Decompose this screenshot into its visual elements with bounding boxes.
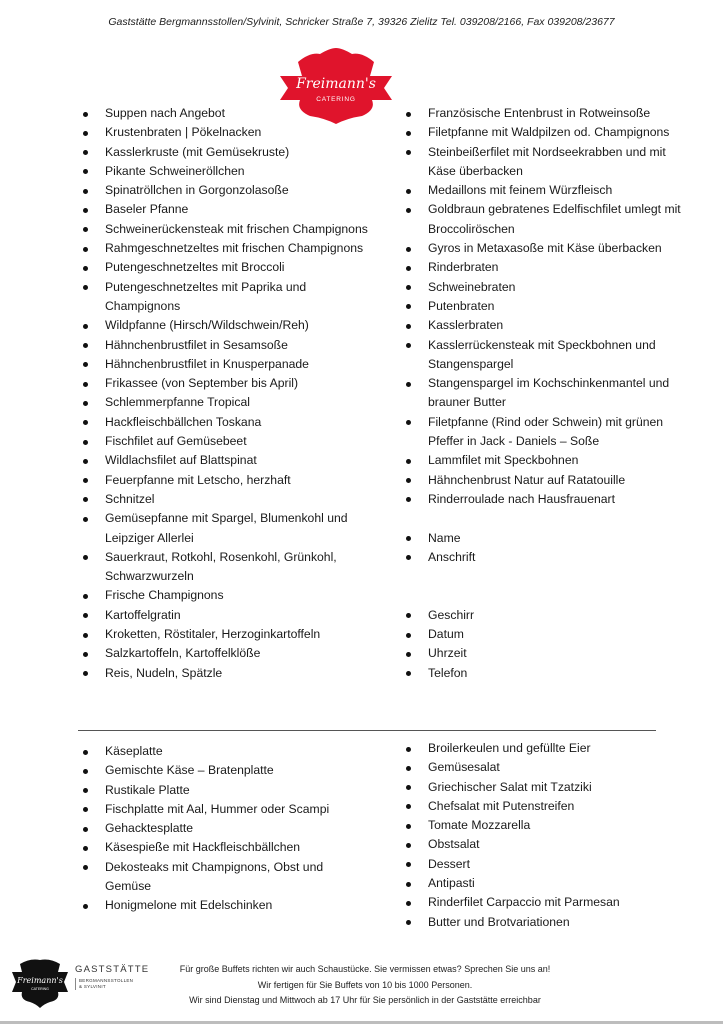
list-item: Rustikale Platte (80, 781, 370, 800)
list-item: Rinderfilet Carpaccio mit Parmesan (403, 893, 693, 912)
list-item: Medaillons mit feinem Würzfleisch (403, 181, 693, 200)
footer-line-1: Für große Buffets richten wir auch Schaustücke. Sie vermissen etwas? Sprechen Sie uns an! (179, 964, 551, 974)
list-item: Honigmelone mit Edelschinken (80, 896, 370, 915)
list-item: Kasslerrückensteak mit Speckbohnen und Stangenspargel (403, 336, 693, 375)
list-item: Schweinerückensteak mit frischen Champignons (80, 220, 370, 239)
list-item: Frische Champignons (80, 586, 370, 605)
order-field-item: Datum (403, 625, 693, 644)
list-item: Antipasti (403, 874, 693, 893)
section-divider (78, 730, 656, 731)
footer-brand (75, 964, 149, 990)
list-item: Lammfilet mit Speckbohnen (403, 451, 693, 470)
list-item: Goldbraun gebratenes Edelfischfilet umlegt mit Broccoliröschen (403, 200, 693, 239)
list-item: Wildpfanne (Hirsch/Wildschwein/Reh) (80, 316, 370, 335)
list-item: Hähnchenbrust Natur auf Ratatouille (403, 471, 693, 490)
list-item: Putenbraten (403, 297, 693, 316)
list-item: Putengeschnetzeltes mit Broccoli (80, 258, 370, 277)
order-field-item: Name (403, 529, 693, 548)
list-item: Suppen nach Angebot (80, 104, 370, 123)
list-item: Französische Entenbrust in Rotweinsoße (403, 104, 693, 123)
list-item: Hähnchenbrustfilet in Knusperpanade (80, 355, 370, 374)
list-item: Fischplatte mit Aal, Hummer oder Scampi (80, 800, 370, 819)
svg-text:Freimann's: Freimann's (17, 976, 63, 985)
list-item: Fischfilet auf Gemüsebeet (80, 432, 370, 451)
list-item: Gehacktesplatte (80, 819, 370, 838)
footer-brand-sub-2: & SYLVINIT (79, 984, 106, 989)
list-item: Rinderbraten (403, 258, 693, 277)
list-item: Sauerkraut, Rotkohl, Rosenkohl, Grünkohl, Schwarzwurzeln (80, 548, 370, 587)
list-item: Dessert (403, 855, 693, 874)
list-item: Schlemmerpfanne Tropical (80, 393, 370, 412)
list-spacer (403, 567, 693, 606)
list-item: Dekosteaks mit Champignons, Obst und Gemüse (80, 858, 370, 897)
list-item: Rahmgeschnetzeltes mit frischen Champignons (80, 239, 370, 258)
list-item: Chefsalat mit Putenstreifen (403, 797, 693, 816)
list-item: Gemüsesalat (403, 758, 693, 777)
footer-brand-sub-1: BERGMANNSSTOLLEN (79, 978, 134, 983)
list-item: Kroketten, Röstitaler, Herzoginkartoffeln (80, 625, 370, 644)
list-item: Putengeschnetzeltes mit Paprika und Champignons (80, 278, 370, 317)
svg-text:CATERING: CATERING (31, 987, 49, 991)
menu-list-platters (80, 742, 370, 916)
list-spacer (403, 509, 693, 528)
list-item: Käseplatte (80, 742, 370, 761)
list-item: Schnitzel (80, 490, 370, 509)
menu-list-salads-extras (403, 739, 693, 932)
order-field-item: Uhrzeit (403, 644, 693, 663)
footer-line-3: Wir sind Dienstag und Mittwoch ab 17 Uhr für Sie persönlich in der Gaststätte erreichbar (189, 995, 541, 1005)
address-header: Gaststätte Bergmannsstollen/Sylvinit, Schricker Straße 7, 39326 Zielitz Tel. 039208/2166, Fax 039208/23677 (108, 16, 615, 28)
list-item: Filetpfanne mit Waldpilzen od. Champignons (403, 123, 693, 142)
list-item: Steinbeißerfilet mit Nordseekrabben und mit Käse überbacken (403, 143, 693, 182)
list-item: Krustenbraten | Pökelnacken (80, 123, 370, 142)
list-item: Pikante Schweineröllchen (80, 162, 370, 181)
list-item: Hackfleischbällchen Toskana (80, 413, 370, 432)
list-item: Tomate Mozzarella (403, 816, 693, 835)
menu-list-main-dishes-right (403, 104, 693, 683)
list-item: Stangenspargel im Kochschinkenmantel und brauner Butter (403, 374, 693, 413)
svg-text:CATERING: CATERING (316, 96, 356, 103)
list-item: Wildlachsfilet auf Blattspinat (80, 451, 370, 470)
footer-brand-title: GASTSTÄTTE (75, 964, 150, 975)
list-item: Hähnchenbrustfilet in Sesamsoße (80, 336, 370, 355)
list-item: Schweinebraten (403, 278, 693, 297)
list-item: Obstsalat (403, 835, 693, 854)
menu-list-main-dishes-left (80, 104, 370, 683)
list-item: Käsespieße mit Hackfleischbällchen (80, 838, 370, 857)
list-item: Gemischte Käse – Bratenplatte (80, 761, 370, 780)
list-item: Feuerpfanne mit Letscho, herzhaft (80, 471, 370, 490)
list-item: Gyros in Metaxasoße mit Käse überbacken (403, 239, 693, 258)
order-field-item: Telefon (403, 664, 693, 683)
order-field-item: Geschirr (403, 606, 693, 625)
footer-brand-subtitle (75, 978, 149, 990)
list-item: Kartoffelgratin (80, 606, 370, 625)
footer-badge-logo-icon (10, 958, 70, 1008)
order-field-item: Anschrift (403, 548, 693, 567)
list-item: Butter und Brotvariationen (403, 913, 693, 932)
list-item: Reis, Nudeln, Spätzle (80, 664, 370, 683)
list-item: Frikassee (von September bis April) (80, 374, 370, 393)
list-item: Gemüsepfanne mit Spargel, Blumenkohl und Leipziger Allerlei (80, 509, 370, 548)
list-item: Spinatröllchen in Gorgonzolasoße (80, 181, 370, 200)
list-item: Kasslerbraten (403, 316, 693, 335)
footer-line-2: Wir fertigen für Sie Buffets von 10 bis 1000 Personen. (257, 979, 473, 990)
list-item: Broilerkeulen und gefüllte Eier (403, 739, 693, 758)
svg-text:Freimann's: Freimann's (296, 76, 376, 92)
list-item: Baseler Pfanne (80, 200, 370, 219)
list-item: Salzkartoffeln, Kartoffelklöße (80, 644, 370, 663)
footer-note (150, 962, 580, 1009)
list-item: Rinderroulade nach Hausfrauenart (403, 490, 693, 509)
list-item: Kasslerkruste (mit Gemüsekruste) (80, 143, 370, 162)
list-item: Filetpfanne (Rind oder Schwein) mit grünen Pfeffer in Jack - Daniels – Soße (403, 413, 693, 452)
list-item: Griechischer Salat mit Tzatziki (403, 778, 693, 797)
footer-logo (10, 958, 70, 1008)
